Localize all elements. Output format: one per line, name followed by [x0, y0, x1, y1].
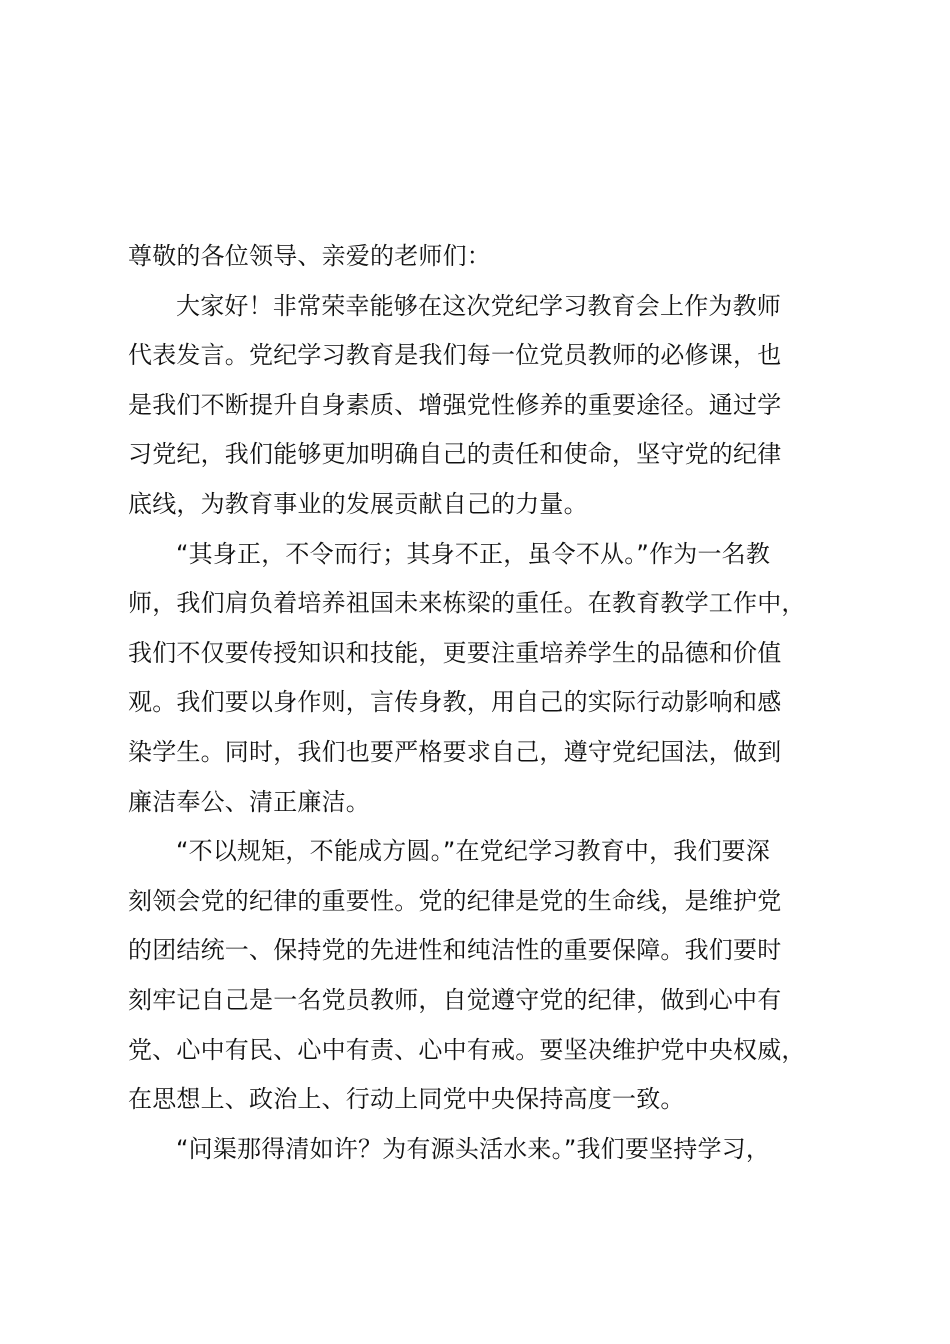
paragraph-line: “问渠那得清如许？为有源头活水来。”我们要坚持学习， — [176, 1134, 771, 1163]
paragraph-line: 是我们不断提升自身素质、增强党性修养的重要途径。通过学 — [128, 390, 782, 419]
paragraph-line: 的团结统一、保持党的先进性和纯洁性的重要保障。我们要时 — [128, 936, 782, 965]
paragraph-line: 底线，为教育事业的发展贡献自己的力量。 — [128, 489, 588, 518]
paragraph-line: “其身正，不令而行；其身不正，虽令不从。”作为一名教 — [176, 539, 771, 568]
paragraph-line: 大家好！非常荣幸能够在这次党纪学习教育会上作为教师 — [176, 291, 781, 320]
paragraph-line: 刻领会党的纪律的重要性。党的纪律是党的生命线，是维护党 — [128, 886, 782, 915]
paragraph-line: 在思想上、政治上、行动上同党中央保持高度一致。 — [128, 1085, 685, 1114]
paragraph-line: 党、心中有民、心中有责、心中有戒。要坚决维护党中央权威， — [128, 1035, 806, 1064]
paragraph-line: 观。我们要以身作则，言传身教，用自己的实际行动影响和感 — [128, 688, 782, 717]
paragraph-line: 代表发言。党纪学习教育是我们每一位党员教师的必修课，也 — [128, 341, 782, 370]
paragraph-line: 染学生。同时，我们也要严格要求自己，遵守党纪国法，做到 — [128, 737, 782, 766]
paragraph-line: 师，我们肩负着培养祖国未来栋梁的重任。在教育教学工作中， — [128, 589, 806, 618]
paragraph-line: 我们不仅要传授知识和技能，更要注重培养学生的品德和价值 — [128, 638, 782, 667]
document-body — [128, 232, 833, 1174]
paragraph-line: “不以规矩，不能成方圆。”在党纪学习教育中，我们要深 — [176, 837, 771, 866]
paragraph-line: 廉洁奉公、清正廉洁。 — [128, 787, 370, 816]
paragraph-line: 刻牢记自己是一名党员教师，自觉遵守党的纪律，做到心中有 — [128, 985, 782, 1014]
salutation-line: 尊敬的各位领导、亲爱的老师们： — [128, 242, 491, 270]
paragraph-line: 习党纪，我们能够更加明确自己的责任和使命，坚守党的纪律 — [128, 440, 782, 469]
